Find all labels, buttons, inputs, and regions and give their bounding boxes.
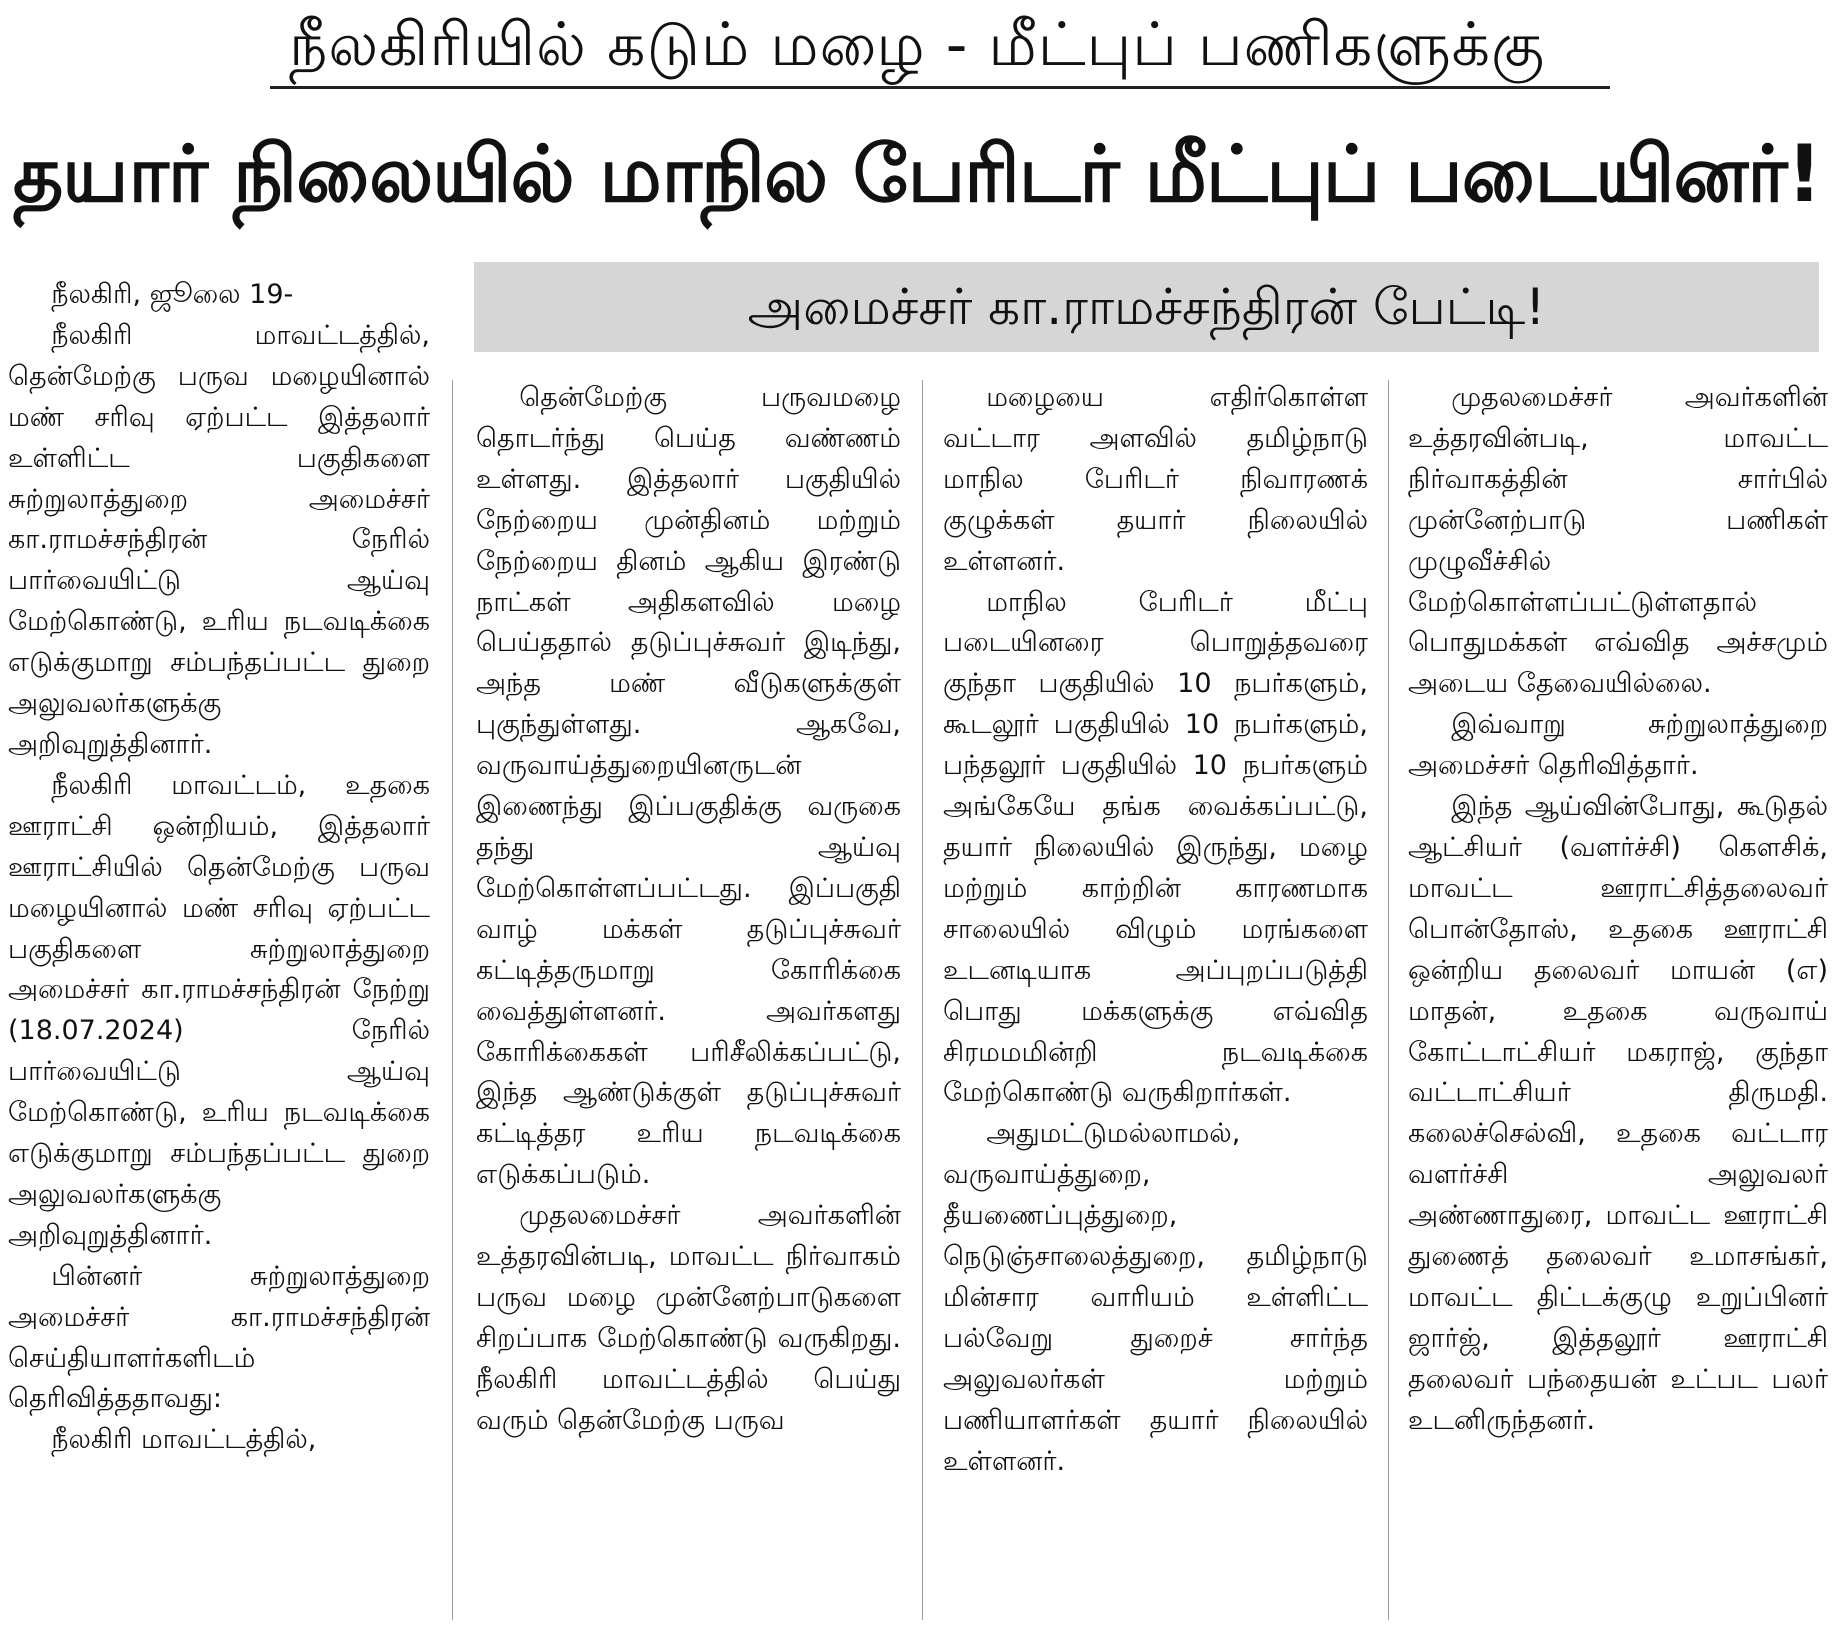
article-column-4 <box>1408 378 1828 1623</box>
paragraph: அதுமட்டுமல்லாமல், வருவாய்த்துறை, தீயணைப்புத்துறை, நெடுஞ்சாலைத்துறை, தமிழ்நாடு மின்சார வாரியம் உள்ளிட்ட பல்வேறு துறைச் சார்ந்த அலுவலர்கள் மற்றும் பணியாளர்கள் தயார் நிலையில் உள்ளனர். <box>943 1118 1368 1477</box>
dateline: நீலகிரி, ஜூலை 19- <box>51 279 294 310</box>
paragraph: மழையை எதிர்கொள்ள வட்டார அளவில் தமிழ்நாடு மாநில பேரிடர் நிவாரணக் குழுக்கள் தயார் நிலையில் உள்ளனர். <box>943 382 1368 577</box>
paragraph: இந்த ஆய்வின்போது, கூடுதல் ஆட்சியர் (வளர்ச்சி) கௌசிக், மாவட்ட ஊராட்சித்தலைவர் பொன்தோஸ், உதகை ஊராட்சி ஒன்றிய தலைவர் மாயன் (எ) மாதன், உதகை வருவாய் கோட்டாட்சியர் மகராஜ், குந்தா வட்டாட்சியர் திருமதி. கலைச்செல்வி, உதகை வட்டார வளர்ச்சி அலுவலர் அண்ணாதுரை, மாவட்ட ஊராட்சி துணைத் தலைவர் உமாசங்கர், மாவட்ட திட்டக்குழு உறுப்பினர் ஜார்ஜ், இத்தலூர் ஊராட்சி தலைவர் பந்தையன் உட்பட பலர் உடனிருந்தனர். <box>1408 791 1828 1436</box>
paragraph: நீலகிரி மாவட்டத்தில், <box>51 1424 317 1456</box>
paragraph: தென்மேற்கு பருவமழை தொடர்ந்து பெய்த வண்ணம் உள்ளது. இத்தலார் பகுதியில் நேற்றைய முன்தினம் மற்றும் நேற்றைய தினம் ஆகிய இரண்டு நாட்கள் அதிகளவில் மழை பெய்ததால் தடுப்புச்சுவர் இடிந்து, அந்த மண் வீடுகளுக்குள் புகுந்துள்ளது. ஆகவே, வருவாய்த்துறையினருடன் இணைந்து இப்பகுதிக்கு வருகை தந்து ஆய்வு மேற்கொள்ளப்பட்டது. இப்பகுதி வாழ் மக்கள் தடுப்புச்சுவர் கட்டித்தருமாறு கோரிக்கை வைத்துள்ளனர். அவர்களது கோரிக்கைகள் பரிசீலிக்கப்பட்டு, இந்த ஆண்டுக்குள் தடுப்புச்சுவர் கட்டித்தர உரிய நடவடிக்கை எடுக்கப்படும். <box>476 382 901 1191</box>
kicker-headline: நீலகிரியில் கடும் மழை - மீட்புப் பணிகளுக்கு <box>288 10 1546 80</box>
paragraph: நீலகிரி மாவட்டம், உதகை ஊராட்சி ஒன்றியம், இத்தலார் ஊராட்சியில் தென்மேற்கு பருவ மழையினால் மண் சரிவு ஏற்பட்ட பகுதிகளை சுற்றுலாத்துறை அமைச்சர் கா.ராமச்சந்திரன் நேற்று (18.07.2024) நேரில் பார்வையிட்டு ஆய்வு மேற்கொண்டு, உரிய நடவடிக்கை எடுக்குமாறு சம்பந்தப்பட்ட துறை அலுவலர்களுக்கு அறிவுறுத்தினார். <box>8 769 430 1251</box>
paragraph: முதலமைச்சர் அவர்களின் உத்தரவின்படி, மாவட்ட நிர்வாகம் பருவ மழை முன்னேற்பாடுகளை சிறப்பாக மேற்கொண்டு வருகிறது. நீலகிரி மாவட்டத்தில் பெய்து வரும் தென்மேற்கு பருவ <box>476 1200 901 1436</box>
article-column-2 <box>476 378 901 1623</box>
article-column-3 <box>943 378 1368 1623</box>
paragraph: பின்னர் சுற்றுலாத்துறை அமைச்சர் கா.ராமச்சந்திரன் செய்தியாளர்களிடம் தெரிவித்ததாவது: <box>8 1260 430 1415</box>
article-column-1 <box>8 275 430 1620</box>
column-divider <box>922 380 923 1620</box>
column-divider <box>1388 380 1389 1620</box>
paragraph: இவ்வாறு சுற்றுலாத்துறை அமைச்சர் தெரிவித்தார். <box>1408 709 1828 782</box>
subheadline-banner: அமைச்சர் கா.ராமச்சந்திரன் பேட்டி! <box>474 262 1819 352</box>
paragraph: நீலகிரி மாவட்டத்தில், தென்மேற்கு பருவ மழையினால் மண் சரிவு ஏற்பட்ட இத்தலார் உள்ளிட்ட பகுதிகளை சுற்றுலாத்துறை அமைச்சர் கா.ராமச்சந்திரன் நேரில் பார்வையிட்டு ஆய்வு மேற்கொண்டு, உரிய நடவடிக்கை எடுக்குமாறு சம்பந்தப்பட்ட துறை அலுவலர்களுக்கு அறிவுறுத்தினார். <box>8 319 430 760</box>
kicker-underline <box>270 86 1610 89</box>
paragraph: மாநில பேரிடர் மீட்பு படையினரை பொறுத்தவரை குந்தா பகுதியில் 10 நபர்களும், கூடலூர் பகுதியில் 10 நபர்களும், பந்தலூர் பகுதியில் 10 நபர்களும் அங்கேயே தங்க வைக்கப்பட்டு, தயார் நிலையில் இருந்து, மழை மற்றும் காற்றின் காரணமாக சாலையில் விழும் மரங்களை உடனடியாக அப்புறப்படுத்தி பொது மக்களுக்கு எவ்வித சிரமமமின்றி நடவடிக்கை மேற்கொண்டு வருகிறார்கள். <box>943 586 1368 1109</box>
main-headline: தயார் நிலையில் மாநில பேரிடர் மீட்புப் படையினர்! <box>12 130 1822 220</box>
paragraph: முதலமைச்சர் அவர்களின் உத்தரவின்படி, மாவட்ட நிர்வாகத்தின் சார்பில் முன்னேற்பாடு பணிகள் முழுவீச்சில் மேற்கொள்ளப்பட்டுள்ளதால் பொதுமக்கள் எவ்வித அச்சமும் அடைய தேவையில்லை. <box>1408 382 1828 700</box>
column-divider <box>452 380 453 1620</box>
